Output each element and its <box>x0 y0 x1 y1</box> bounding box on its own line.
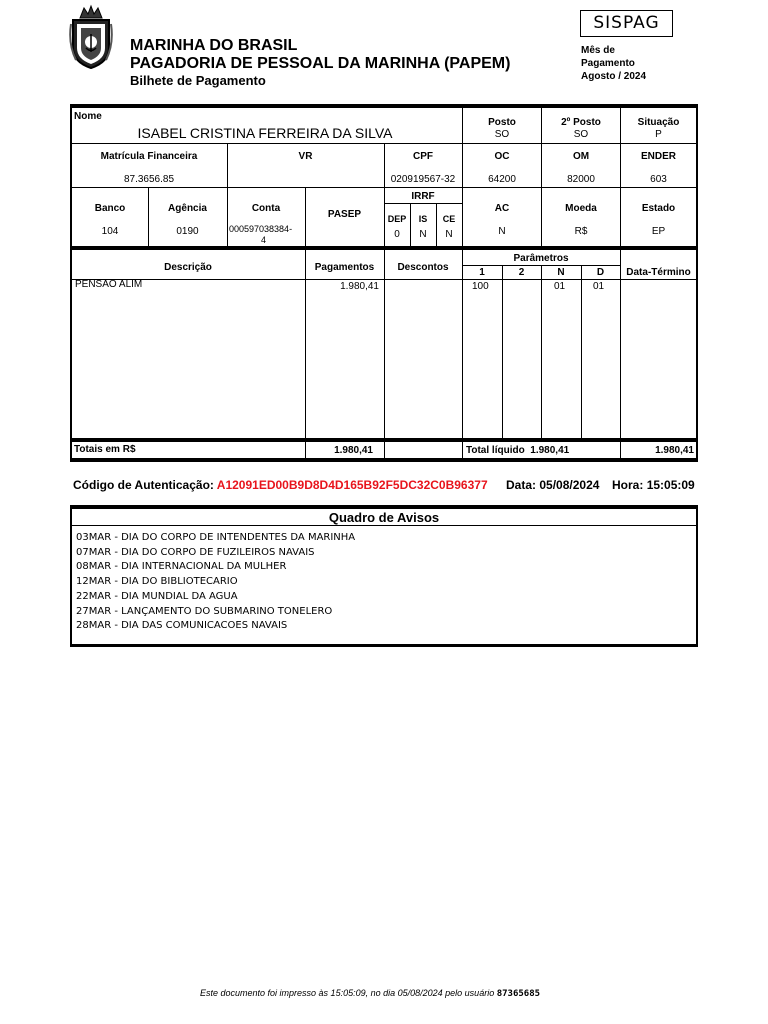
list-item: 12MAR - DIA DO BIBLIOTECARIO <box>76 576 238 588</box>
cpf-value: 020919567-32 <box>390 174 456 185</box>
matricula-value: 87.3656.85 <box>123 174 175 185</box>
table-row-n: 01 <box>554 281 566 292</box>
totals-label: Totais em R$ <box>74 444 136 455</box>
list-item: 22MAR - DIA MUNDIAL DA AGUA <box>76 590 238 602</box>
list-item: 03MAR - DIA DO CORPO DE INTENDENTES DA MARINHA <box>76 532 356 543</box>
navy-crest-icon <box>68 4 114 70</box>
list-item: 27MAR - LANÇAMENTO DO SUBMARINO TONELERO <box>76 605 333 617</box>
table-row-d: 01 <box>593 281 605 292</box>
list-item: 08MAR - DIA INTERNACIONAL DA MULHER <box>76 561 287 573</box>
avisos-list <box>76 531 355 634</box>
sispag-logo: SISPAG <box>580 10 673 37</box>
auth-time: Hora: 15:05:09 <box>612 478 695 492</box>
table-row-descricao: PENSAO ALIM <box>75 279 143 290</box>
org-subtitle: PAGADORIA DE PESSOAL DA MARINHA (PAPEM) <box>130 55 511 72</box>
auth-line: Código de Autenticação: A12091ED00B9D8D4D165B92F5DC32C0B96377 <box>73 478 488 492</box>
avisos-title: Quadro de Avisos <box>328 510 440 525</box>
table-row-pagamento: 1.980,41 <box>340 281 379 292</box>
totals-pagamentos: 1.980,41 <box>334 445 373 456</box>
list-item: 07MAR - DIA DO CORPO DE FUZILEIROS NAVAIS <box>76 546 315 558</box>
auth-date: Data: 05/08/2024 <box>506 478 600 492</box>
table-row-p1: 100 <box>472 281 489 292</box>
frame-top <box>70 104 698 108</box>
auth-code: A12091ED00B9D8D4D165B92F5DC32C0B96377 <box>216 478 488 492</box>
doc-title: Bilhete de Pagamento <box>130 73 266 88</box>
mes-pagamento: Mês de Pagamento Agosto / 2024 <box>581 45 647 82</box>
print-footer: Este documento foi impresso às 15:05:09, no dia 05/08/2024 pelo usuário 87365685 <box>200 988 541 999</box>
total-liquido: Total líquido 1.980,41 <box>466 445 570 456</box>
person-name: ISABEL CRISTINA FERREIRA DA SILVA <box>137 125 393 141</box>
list-item: 28MAR - DIA DAS COMUNICACOES NAVAIS <box>76 620 288 632</box>
org-title: MARINHA DO BRASIL <box>130 37 298 54</box>
totals-final: 1.980,41 <box>655 445 694 456</box>
conta-value: 000597038384- 4 <box>229 224 293 245</box>
